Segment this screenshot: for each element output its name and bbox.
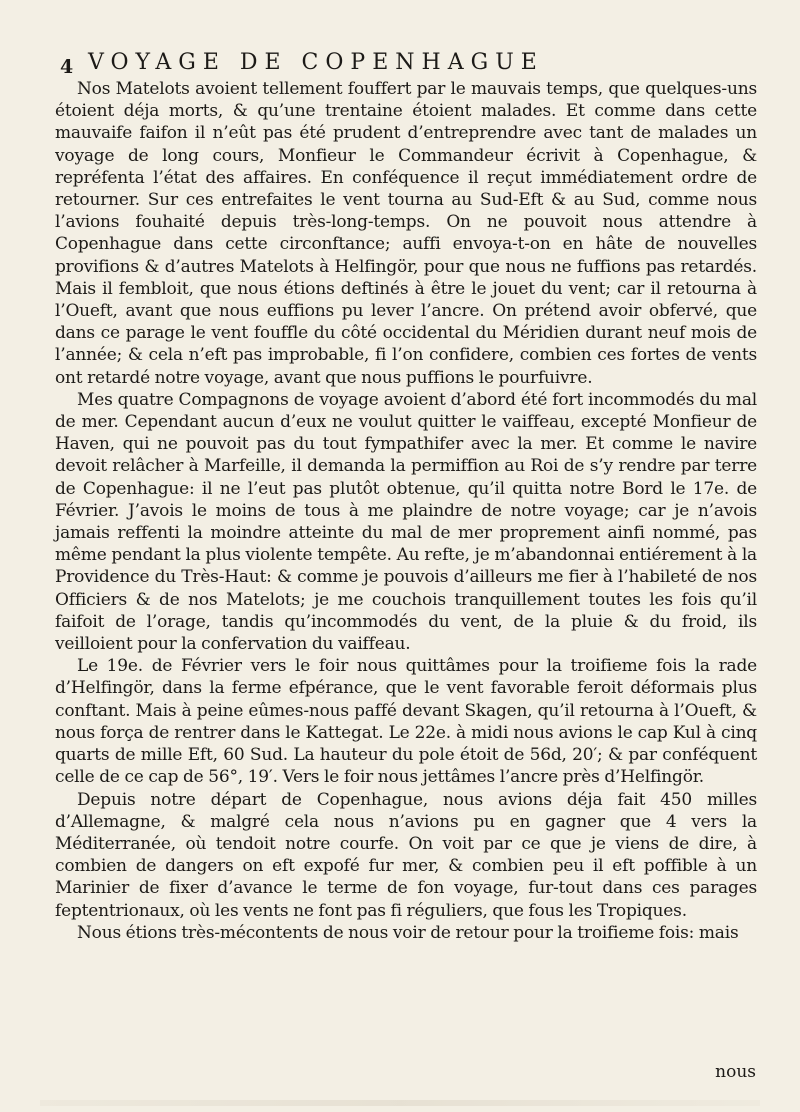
paragraph-3: Le 19e. de Février vers le foir nous quittâmes pour la troifieme fois la rade d’Helfingör, dans la ferme efpérance, que le vent favorable feroit déformais plus conftant. Mais à peine eûmes-nous paffé devant Skagen, qu’il retourna à l’Oueft, & nous força de rentrer dans le Kattegat. Le 22e. à midi nous avions le cap Kul à cinq quarts de mille Eft, 60 Sud. La hauteur du pole étoit de 56d, 20′; & par conféquent celle de ce cap de 56°, 19′. Vers le foir nous jettâmes l’ancre près d’Helfingör. <box>55 656 757 788</box>
running-title: VOYAGE DE COPENHAGUE <box>88 50 544 75</box>
paragraph-2: Mes quatre Compagnons de voyage avoient d’abord été fort incommodés du mal de mer. Cependant aucun d’eux ne voulut quitter le vaiffeau, excepté Monfieur de Haven, qui ne pouvoit pas du tout fympathifer avec la mer. Et comme le navire devoit relâcher à Marfeille, il demanda la permiffion au Roi de s’y rendre par terre de Copenhague: il ne l’eut pas plutôt obtenue, qu’il quitta notre Bord le 17e. de Février. J’avois le moins de tous à me plaindre de notre voyage; car je n’avois jamais reffenti la moindre atteinte du mal de mer proprement ainfi nommé, pas même pendant la plus violente tempête. Au refte, je m’abandonnai entiérement à la Providence du Très-Haut: & comme je pouvois d’ailleurs me fier à l’habileté de nos Officiers & de nos Matelots; je me couchois tranquillement toutes les fois qu’il faifoit de l’orage, tandis qu’incommodés du vent, de la pluie & du froid, ils veilloient pour la confervation du vaiffeau. <box>55 389 757 655</box>
paragraph-5: Nous étions très-mécontents de nous voir de retour pour la troifieme fois: mais <box>77 922 739 943</box>
paper-stain <box>40 1100 760 1106</box>
paragraph-4: Depuis notre départ de Copenhague, nous avions déja fait 450 milles d’Allemagne, & malgré cela nous n’avions pu en gagner que 4 vers la Méditerranée, où tendoit notre courfe. On voit par ce que je viens de dire, à combien de dangers on eft expofé fur mer, & combien peu il eft poffible à un Marinier de fixer d’avance le terme de fon voyage, fur-tout dans ces parages feptentrionaux, où les vents ne font pas fi réguliers, que fous les Tropiques. <box>55 789 757 921</box>
paragraph-1: Nos Matelots avoient tellement fouffert par le mauvais temps, que quelques-uns étoient déja morts, & qu’une trentaine étoient malades. Et comme dans cette mauvaife faifon il n’eût pas été prudent d’entreprendre avec tant de malades un voyage de long cours, Monfieur le Commandeur écrivit à Copenhague, & repréfenta l’état des affaires. En conféquence il reçut immédiatement ordre de retourner. Sur ces entrefaites le vent tourna au Sud-Eft & au Sud, comme nous l’avions fouhaité depuis très-long-temps. On ne pouvoit nous attendre à Copenhague dans cette circonftance; auffi envoya-t-on en hâte de nouvelles provifions & d’autres Matelots à Helfingör, pour que nous ne fuffions pas retardés. Mais il fembloit, que nous étions deftinés à être le jouet du vent; car il retourna à l’Oueft, avant que nous euffions pu lever l’ancre. On prétend avoir obfervé, que dans ce parage le vent fouffle du côté occidental du Méridien durant neuf mois de l’année; & cela n’eft pas improbable, fi l’on confidere, combien ces fortes de vents ont retardé notre voyage, avant que nous puffions le pourfuivre. <box>55 79 757 388</box>
body-text <box>55 78 757 944</box>
catchword: nous <box>715 1062 756 1082</box>
page-number: 4 <box>60 56 74 78</box>
page-header <box>60 46 760 80</box>
